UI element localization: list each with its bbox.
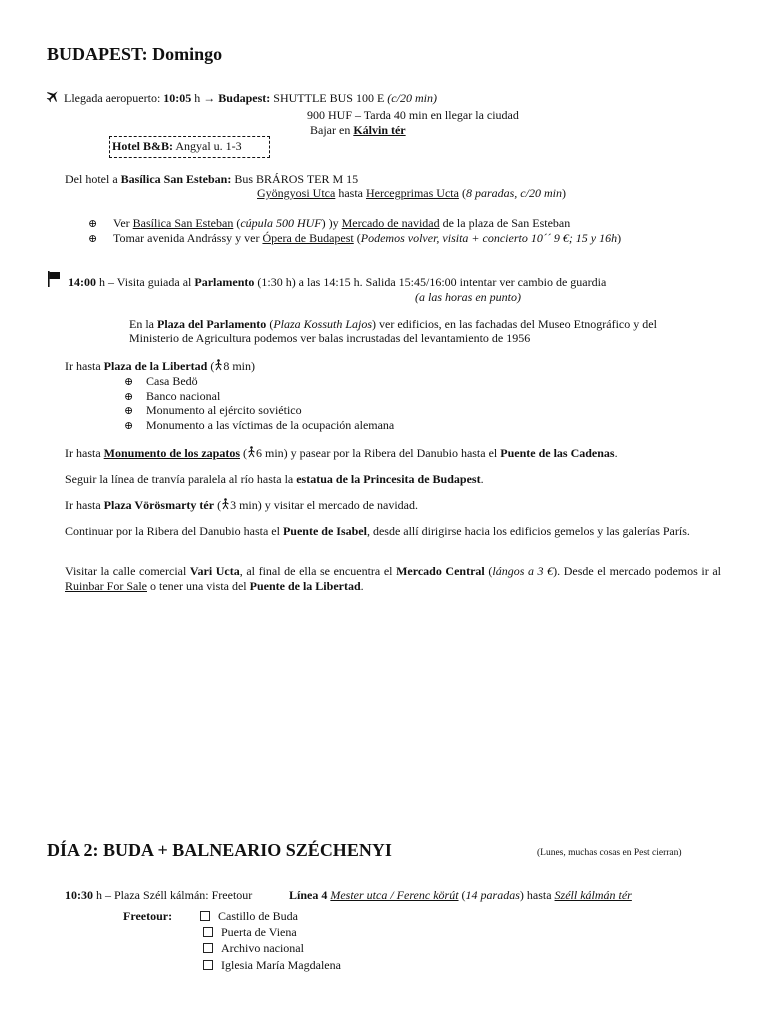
freetour-item: Puerta de Viena bbox=[221, 925, 297, 939]
circle-plus-icon: ⊕ bbox=[124, 405, 134, 417]
arrival-label: Llegada aeropuerto: bbox=[64, 91, 164, 105]
list-item bbox=[88, 216, 570, 231]
desc-text: ) ver edificios, en las fachadas del Museo Etnográfico y del bbox=[372, 317, 657, 331]
route-bus: Bus BRÁROS TER M 15 bbox=[231, 172, 359, 186]
tram-stops: 14 paradas bbox=[465, 888, 520, 902]
parlamento-line bbox=[68, 275, 606, 289]
list-item bbox=[203, 925, 297, 939]
vorosmarty-walk-text: 3 min) y visitar el mercado de navidad. bbox=[230, 498, 419, 512]
vari-text: ). Desde el mercado podemos ir al bbox=[553, 564, 721, 578]
tram-route: Mester utca / Ferenc körút bbox=[330, 888, 459, 902]
flag-icon bbox=[47, 271, 61, 287]
walking-icon bbox=[214, 359, 223, 371]
vorosmarty-text: Ir hasta bbox=[65, 498, 104, 512]
page-title: BUDAPEST: Domingo bbox=[47, 44, 223, 64]
basilica-route-line-2 bbox=[257, 186, 566, 200]
libertad-line bbox=[65, 359, 255, 373]
zapatos-walk-text: 6 min) y pasear por la Ribera del Danubio hasta el bbox=[256, 446, 501, 460]
bullet-text: Ver bbox=[113, 216, 133, 230]
parlamento-place: Parlamento bbox=[194, 275, 255, 289]
cupula-price: cúpula 500 HUF bbox=[240, 216, 322, 230]
tranvia-text: . bbox=[480, 472, 484, 486]
opera-link: Ópera de Budapest bbox=[262, 231, 354, 245]
list-item bbox=[200, 909, 298, 923]
day2-time: 10:30 bbox=[65, 888, 93, 902]
day2-line-route bbox=[289, 888, 632, 902]
puente-isabel: Puente de Isabel bbox=[282, 524, 367, 538]
bullet-text: ) )y bbox=[321, 216, 342, 230]
desc-text: ( bbox=[266, 317, 274, 331]
plaza-parlamento: Plaza del Parlamento bbox=[157, 317, 267, 331]
christmas-market-link: Mercado de navidad bbox=[341, 216, 440, 230]
list-item bbox=[203, 941, 304, 955]
langos-price: lángos a 3 € bbox=[492, 564, 554, 578]
circle-plus-icon: ⊕ bbox=[124, 420, 134, 432]
basilica-route-line bbox=[65, 172, 358, 186]
route-stops: 8 paradas, c/20 min bbox=[465, 186, 562, 200]
vari-text: Visitar la calle comercial bbox=[65, 564, 190, 578]
princesita-statue: estatua de la Princesita de Budapest bbox=[296, 472, 481, 486]
circle-plus-icon: ⊕ bbox=[88, 218, 98, 230]
libertad-walk-time: 8 min) bbox=[223, 359, 255, 373]
libertad-place: Plaza de la Libertad bbox=[103, 359, 208, 373]
list-item bbox=[203, 958, 341, 972]
freetour-label bbox=[123, 909, 172, 923]
checkbox-icon bbox=[203, 960, 213, 970]
freetour-item: Archivo nacional bbox=[221, 941, 304, 955]
list-item-text: Monumento al ejército soviético bbox=[146, 403, 302, 417]
list-item-text: Monumento a las víctimas de la ocupación alemana bbox=[146, 418, 395, 432]
shuttle-frequency: (c/20 min) bbox=[387, 91, 437, 105]
arrival-stop-line bbox=[310, 123, 406, 137]
zapatos-line bbox=[65, 446, 618, 460]
zapatos-text: ( bbox=[240, 446, 247, 460]
freetour-item: Iglesia María Magdalena bbox=[221, 958, 341, 972]
ruinbar-link: Ruinbar For Sale bbox=[65, 578, 147, 593]
parlamento-time: 14:00 bbox=[68, 275, 96, 289]
bullet-text: ( bbox=[233, 216, 241, 230]
vari-street: Vari Ucta bbox=[189, 564, 240, 578]
route-street-from: Gyöngyosi Utca bbox=[257, 186, 336, 200]
parlamento-text: (1:30 h) a las 14:15 h. Salida 15:45/16:00 intentar ver cambio de guardia bbox=[254, 275, 607, 289]
list-item bbox=[124, 418, 394, 433]
bullet-text: Tomar avenida Andrássy y ver bbox=[113, 231, 263, 245]
route-paren-open: ( bbox=[458, 186, 466, 200]
hotel-line bbox=[112, 139, 242, 153]
hotel-address: Angyal u. 1-3 bbox=[173, 139, 242, 153]
route-label: Del hotel a bbox=[65, 172, 121, 186]
tram-destination: Széll kálmán tér bbox=[554, 888, 632, 902]
vorosmarty-text: ( bbox=[214, 498, 222, 512]
day2-text: ( bbox=[458, 888, 466, 902]
freetour-item: Castillo de Buda bbox=[218, 909, 298, 923]
zapatos-text: . bbox=[614, 446, 618, 460]
mercado-central: Mercado Central bbox=[396, 564, 485, 578]
puente-libertad: Puente de la Libertad bbox=[249, 578, 361, 593]
hotel-label: Hotel B&B: bbox=[112, 139, 173, 153]
list-item bbox=[124, 374, 198, 389]
arrival-time: 10:05 bbox=[163, 91, 192, 105]
day2-text: ) hasta bbox=[519, 888, 555, 902]
circle-plus-icon: ⊕ bbox=[88, 233, 98, 245]
parlamento-desc-2: Ministerio de Agricultura podemos ver balas incrustadas del levantamiento de 1956 bbox=[129, 331, 531, 345]
vorosmarty-place: Plaza Vörösmarty tér bbox=[103, 498, 215, 512]
arrival-stop-label: Bajar en bbox=[310, 123, 354, 137]
circle-plus-icon: ⊕ bbox=[124, 391, 134, 403]
tranvia-line bbox=[65, 472, 484, 486]
checkbox-icon bbox=[200, 911, 210, 921]
isabel-text: , desde allí dirigirse hacia los edificios gemelos y las galerías París. bbox=[366, 524, 690, 538]
isabel-text: Continuar por la Ribera del Danubio hasta el bbox=[65, 524, 283, 538]
parlamento-note bbox=[415, 290, 521, 304]
arrival-price-line: 900 HUF – Tarda 40 min en llegar la ciudad bbox=[307, 108, 519, 122]
day2-note: (Lunes, muchas cosas en Pest cierran) bbox=[537, 848, 682, 858]
day2-title: DÍA 2: BUDA + BALNEARIO SZÉCHENYI bbox=[47, 840, 392, 860]
vari-text: ( bbox=[484, 564, 493, 578]
arrival-line bbox=[64, 91, 437, 105]
parlamento-note-text: (a las horas en punto) bbox=[415, 290, 521, 304]
opera-note: Podemos volver, visita + concierto 10´´ 9 €; 15 y 16h bbox=[360, 231, 618, 245]
isabel-paragraph bbox=[65, 524, 721, 539]
day2-line-1 bbox=[65, 888, 252, 902]
list-item-text: Casa Bedö bbox=[146, 374, 198, 388]
list-item bbox=[124, 389, 220, 404]
vari-text: , al final de ella se encuentra el bbox=[239, 564, 397, 578]
vari-paragraph bbox=[65, 564, 721, 593]
basilica-link: Basílica San Esteban bbox=[132, 216, 234, 230]
circle-plus-icon: ⊕ bbox=[124, 376, 134, 388]
route-paren-close: ) bbox=[561, 186, 566, 200]
shuttle-bus-text: SHUTTLE BUS 100 E bbox=[270, 91, 388, 105]
tram-line: Línea 4 bbox=[289, 888, 328, 902]
vorosmarty-line bbox=[65, 498, 418, 512]
checkbox-icon bbox=[203, 927, 213, 937]
zapatos-place: Monumento de los zapatos bbox=[103, 446, 240, 460]
libertad-text: Ir hasta bbox=[65, 359, 104, 373]
list-item bbox=[88, 231, 621, 246]
bullet-text: de la plaza de San Esteban bbox=[439, 216, 571, 230]
parlamento-desc bbox=[129, 317, 657, 331]
puente-cadenas: Puente de las Cadenas bbox=[500, 446, 615, 460]
route-hasta: hasta bbox=[335, 186, 366, 200]
vari-text: . bbox=[360, 578, 364, 593]
walking-icon bbox=[247, 446, 256, 458]
day2-text: h – Plaza Széll kálmán: Freetour bbox=[93, 888, 253, 902]
list-item-text: Banco nacional bbox=[146, 389, 221, 403]
list-item bbox=[124, 403, 302, 418]
plaza-kossuth: Plaza Kossuth Lajos bbox=[273, 317, 373, 331]
zapatos-text: Ir hasta bbox=[65, 446, 104, 460]
arrival-stop-name: Kálvin tér bbox=[353, 123, 406, 137]
route-street-to: Hercegprimas Ucta bbox=[365, 186, 459, 200]
tranvia-text: Seguir la línea de tranvía paralela al río hasta la bbox=[65, 472, 297, 486]
arrival-arrow-text: h → bbox=[191, 91, 219, 105]
freetour-label-text: Freetour: bbox=[123, 909, 173, 923]
desc-text: En la bbox=[129, 317, 157, 331]
walking-icon bbox=[221, 498, 230, 510]
airplane-icon bbox=[46, 89, 60, 103]
vari-text: o tener una vista del bbox=[147, 578, 250, 593]
route-destination: Basílica San Esteban: bbox=[120, 172, 232, 186]
parlamento-text: h – Visita guiada al bbox=[96, 275, 195, 289]
checkbox-icon bbox=[203, 943, 213, 953]
bullet-text: ) bbox=[617, 231, 622, 245]
libertad-text: ( bbox=[207, 359, 215, 373]
bullet-text: ( bbox=[353, 231, 361, 245]
arrival-city: Budapest: bbox=[218, 91, 271, 105]
